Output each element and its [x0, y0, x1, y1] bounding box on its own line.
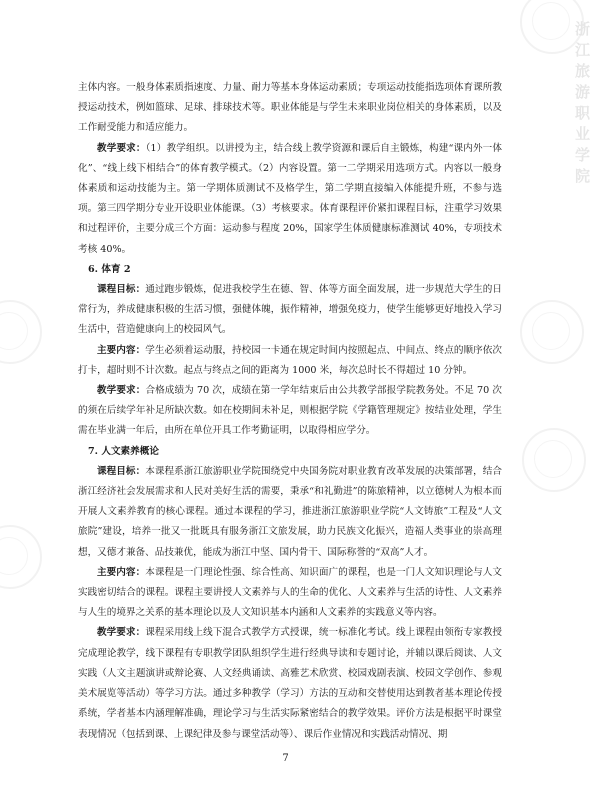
paragraph-text: 合格成绩为 70 次，成绩在第一学年结束后由公共教学部报学院教务处。不足 70 次的须在后续学年补足所缺次数。如在校期间未补足，则根据学院《学籍管理规定》按结业处理，学生需在毕业满一年后，由所在单位开具工作考勤证明，以取得相应学分。	[78, 385, 502, 437]
document-body	[78, 78, 502, 745]
paragraph-label: 主要内容：	[97, 344, 146, 356]
paragraph-intro	[78, 78, 502, 139]
paragraph-label: 教学要求：	[97, 627, 146, 639]
paragraph-teaching-req-pe2	[78, 381, 502, 442]
paragraph-label: 教学要求：	[97, 385, 146, 397]
page-number: 7	[282, 753, 289, 764]
watermark-seal-right-lower	[522, 428, 586, 492]
paragraph-label: 课程目标：	[97, 465, 146, 477]
paragraph-label: 主要内容：	[97, 566, 146, 578]
paragraph-course-goal-humanities	[78, 462, 502, 563]
paragraph-label: 教学要求：	[97, 142, 146, 154]
paragraph-text: 主体内容。一般身体素质指速度、力量、耐力等基本身体运动素质；专项运动技能指选项体育课所教授运动技术，例如篮球、足球、排球技术等。职业体能是与学生未来职业岗位相关的身体素质，以及工作耐受能力和适应能力。	[78, 82, 502, 134]
paragraph-main-content-pe2	[78, 341, 502, 381]
paragraph-text: 本课程系浙江旅游职业学院围绕党中央国务院对职业教育改革发展的决策部署，结合浙江经济社会发展需求和人民对美好生活的需要，秉承“和礼勤进”的陈旅精神，以立德树人为根本而开展人文素养教育的核心课程。通过本课程的学习，推进浙江旅游职业学院“人文铸旅”工程及“人文旅院”建设，培养一批又一批既具有服务浙江文旅发展，助力民族文化振兴，造福人类事业的崇高理想，又德才兼备、品技兼优，能成为浙江中坚、国内骨干、国际称誉的“双高”人才。	[78, 465, 503, 558]
watermark-text-top-right: 浙江旅游职业学院	[575, 20, 591, 185]
paragraph-text: 课程采用线上线下混合式教学方式授课，统一标准化考试。线上课程由领衔专家教授完成理论教学，线下课程有专职教学团队组织学生进行经典导读和专题讨论，并辅以课后阅读、人文实践（人文主题演讲或辩论赛、人文经典诵读、高雅艺术欣赏、校园戏剧表演、校园文学创作、参观美术展览等活动）等学习方法。通过多种教学（学习）方法的互动和交替使用达到教者基本理论传授系统，学者基本内涵理解准确，理论学习与生活实际紧密结合的教学效果。评价方法是根据平时课堂表现情况（包括到课、上课纪律及参与课堂活动等）、课后作业情况和实践活动情况、期	[78, 627, 503, 740]
paragraph-text: 学生必须着运动服，持校园一卡通在规定时间内按照起点、中间点、终点的顺序依次打卡，超时则不计次数。起点与终点之间的距离为 1000 米，每次总时长不得超过 10 分钟。	[78, 344, 503, 376]
paragraph-teaching-requirements	[78, 139, 502, 260]
paragraph-main-content-humanities	[78, 563, 502, 624]
watermark-seal-left-lower	[0, 525, 42, 589]
paragraph-course-goal-pe2	[78, 280, 502, 341]
section-heading-humanities: 7. 人文素养概论	[88, 445, 159, 457]
paragraph-label: 课程目标：	[97, 284, 146, 296]
paragraph-teaching-req-humanities	[78, 623, 502, 744]
paragraph-text: 本课程是一门理论性强、综合性高、知识面广的课程，也是一门人文知识理论与人文实践密切结合的课程。课程主要讲授人文素养与人的生命的优化、人文素养与生活的诗性、人文素养与人生的境界之关系的基本理论以及人文知识基本内涵和人文素养的实践意义等内容。	[78, 566, 503, 619]
watermark-seal-left-mid	[0, 300, 42, 364]
watermark-seal-right-mid	[520, 300, 584, 364]
section-heading-pe2: 6. 体育 2	[88, 263, 131, 275]
paragraph-text: 通过跑步锻炼，促进我校学生在德、智、体等方面全面发展，进一步规范大学生的日常行为，养成健康积极的生活习惯，强健体魄，振作精神，增强免疫力，使学生能够更好地投入学习生活中，营造健康向上的校园风气。	[78, 284, 503, 336]
paragraph-text: （1）教学组织。以讲授为主，结合线上教学资源和课后自主锻炼，构建“课内外一体化”、“线上线下相结合”的体育教学模式。（2）内容设置。第一二学期采用选项方式。内容以一般身体素质和运动技能为主。第一学期体质测试不及格学生，第二学期直接编入体能提升班，不参与选项。第三四学期分专业开设职业体能课。（3）考核要求。体育课程评价紧扣课程目标，注重学习效果和过程评价，主要分成三个方面：运动参与程度 20%，国家学生体质健康标准测试 40%，专项技术考核 40%。	[78, 142, 502, 255]
